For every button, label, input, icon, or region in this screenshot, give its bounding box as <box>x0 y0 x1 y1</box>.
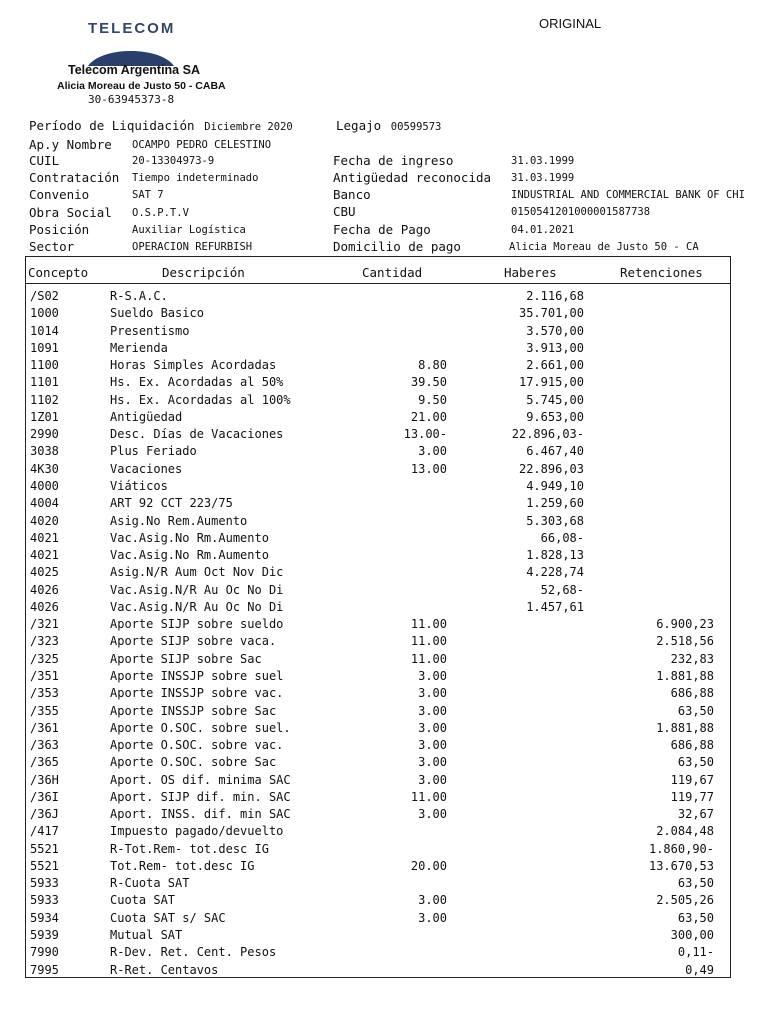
table-row <box>26 755 730 772</box>
row-haberes: 17.915,00 <box>518 375 584 390</box>
row-descripcion: Aporte INSSJP sobre vac. <box>110 686 284 701</box>
convenio-label: Convenio <box>29 187 90 202</box>
table-row <box>26 652 730 669</box>
row-descripcion: Tot.Rem- tot.desc IG <box>110 858 255 873</box>
row-retenciones: 119,67 <box>670 772 714 787</box>
header-retenciones: Retenciones <box>620 265 703 280</box>
row-haberes: 4.228,74 <box>526 565 584 580</box>
table-row <box>26 686 730 703</box>
row-cantidad: 3.00 <box>418 807 447 822</box>
table-row <box>26 738 730 755</box>
company-address: Alicia Moreau de Justo 50 - CABA <box>57 80 226 92</box>
row-descripcion: Antigüedad <box>110 409 183 424</box>
row-retenciones: 13.670,53 <box>648 858 714 873</box>
table-row <box>26 807 730 824</box>
row-descripcion: Aporte SIJP sobre sueldo <box>110 617 284 632</box>
table-row <box>26 876 730 893</box>
row-haberes: 1.259,60 <box>526 496 584 511</box>
row-cantidad: 3.00 <box>418 668 447 683</box>
table-row <box>26 531 730 548</box>
row-cantidad: 39.50 <box>410 375 447 390</box>
row-cantidad: 11.00 <box>410 651 447 666</box>
antiguedad-value: 31.03.1999 <box>511 172 575 184</box>
row-retenciones: 63,50 <box>677 703 714 718</box>
company-logo-text: TELECOM <box>88 20 176 37</box>
table-row <box>26 963 730 980</box>
table-row <box>26 911 730 928</box>
row-concepto: 1Z01 <box>30 409 59 424</box>
row-concepto: 1000 <box>30 306 59 321</box>
row-haberes: 1.828,13 <box>526 548 584 563</box>
row-descripcion: Aporte O.SOC. sobre vac. <box>110 738 284 752</box>
antiguedad-label: Antigüedad reconocida <box>333 170 492 185</box>
row-cantidad: 3.00 <box>418 910 447 925</box>
row-cantidad: 9.50 <box>418 392 447 407</box>
period-field <box>29 115 293 134</box>
row-concepto: /365 <box>30 755 59 770</box>
cuil-value: 20-13304973-9 <box>132 155 215 167</box>
table-row <box>26 427 730 444</box>
table-row <box>26 410 730 427</box>
row-cantidad: 11.00 <box>410 634 447 649</box>
row-concepto: 7995 <box>30 962 59 977</box>
row-haberes: 2.116,68 <box>526 289 584 303</box>
row-descripcion: R-S.A.C. <box>110 289 168 303</box>
name-label: Ap.y Nombre <box>29 137 112 152</box>
row-haberes: 22.896,03- <box>511 427 584 442</box>
row-concepto: 4026 <box>30 599 59 614</box>
fecha-ingreso-value: 31.03.1999 <box>511 155 575 167</box>
row-retenciones: 6.900,23 <box>656 617 714 632</box>
row-concepto: 1091 <box>30 340 59 355</box>
legajo-value: 00599573 <box>390 121 442 133</box>
fecha-pago-value: 04.01.2021 <box>511 224 575 236</box>
row-descripcion: Aport. SIJP dif. min. SAC <box>110 789 291 804</box>
row-concepto: 4K30 <box>30 461 59 476</box>
table-row <box>26 358 730 375</box>
row-haberes: 35.701,00 <box>518 306 584 321</box>
table-row <box>26 721 730 738</box>
table-header <box>26 257 730 284</box>
table-row <box>26 704 730 721</box>
table-row <box>26 945 730 962</box>
row-descripcion: Mutual SAT <box>110 928 183 942</box>
row-descripcion: Presentismo <box>110 323 190 338</box>
table-row <box>26 842 730 859</box>
row-retenciones: 2.505,26 <box>656 893 714 908</box>
posicion-label: Posición <box>29 222 90 237</box>
row-haberes: 5.745,00 <box>526 392 584 407</box>
cbu-value: 0150541201000001587738 <box>511 206 651 218</box>
row-descripcion: R-Cuota SAT <box>110 876 190 891</box>
row-retenciones: 686,88 <box>670 686 714 701</box>
row-cantidad: 20.00 <box>410 858 447 873</box>
row-retenciones: 63,50 <box>677 910 714 925</box>
row-descripcion: Vac.Asig.No Rm.Aumento <box>110 548 269 563</box>
row-retenciones: 119,77 <box>670 789 714 804</box>
company-cuit: 30-63945373-8 <box>88 93 175 106</box>
row-descripcion: Horas Simples Acordadas <box>110 358 277 373</box>
row-concepto: 3038 <box>30 444 59 459</box>
row-concepto: /417 <box>30 824 59 839</box>
row-descripcion: R-Tot.Rem- tot.desc IG <box>110 841 269 856</box>
concepts-table <box>25 256 731 978</box>
name-value: OCAMPO PEDRO CELESTINO <box>132 139 272 151</box>
header-cantidad: Cantidad <box>362 265 423 280</box>
table-row <box>26 444 730 461</box>
row-concepto: 7990 <box>30 945 59 960</box>
row-haberes: 4.949,10 <box>526 479 584 493</box>
table-row <box>26 565 730 582</box>
row-retenciones: 63,50 <box>677 876 714 891</box>
table-row <box>26 928 730 945</box>
row-concepto: 5521 <box>30 841 59 856</box>
row-descripcion: Aport. OS dif. minima SAC <box>110 772 291 787</box>
row-descripcion: Desc. Días de Vacaciones <box>110 427 284 442</box>
row-concepto: 5933 <box>30 876 59 891</box>
cuil-label: CUIL <box>29 153 60 168</box>
table-row <box>26 859 730 876</box>
row-descripcion: Aporte O.SOC. sobre suel. <box>110 720 291 735</box>
convenio-value: SAT 7 <box>132 189 164 201</box>
table-row <box>26 669 730 686</box>
row-concepto: /353 <box>30 686 59 701</box>
row-cantidad: 21.00 <box>410 409 447 424</box>
table-row <box>26 600 730 617</box>
row-descripcion: Sueldo Basico <box>110 306 204 321</box>
table-row <box>26 496 730 513</box>
row-concepto: 4004 <box>30 496 59 511</box>
row-cantidad: 3.00 <box>418 444 447 459</box>
row-retenciones: 0,49 <box>685 962 714 977</box>
row-concepto: 5933 <box>30 893 59 908</box>
row-concepto: 4026 <box>30 582 59 597</box>
table-row <box>26 393 730 410</box>
row-descripcion: Aport. INSS. dif. min SAC <box>110 807 291 822</box>
posicion-value: Auxiliar Logística <box>132 224 246 236</box>
table-row <box>26 583 730 600</box>
table-row <box>26 514 730 531</box>
row-retenciones: 1.860,90- <box>648 841 714 856</box>
cbu-label: CBU <box>333 204 356 219</box>
domicilio-pago-value: Alicia Moreau de Justo 50 - CA <box>509 241 699 253</box>
row-concepto: /321 <box>30 617 59 632</box>
row-haberes: 52,68- <box>540 582 584 597</box>
period-label: Período de Liquidación <box>29 118 195 133</box>
row-concepto: 4021 <box>30 548 59 563</box>
row-descripcion: Vac.Asig.N/R Au Oc No Di <box>110 582 284 597</box>
table-row <box>26 479 730 496</box>
row-concepto: /355 <box>30 703 59 718</box>
row-haberes: 3.570,00 <box>526 323 584 338</box>
row-concepto: /351 <box>30 668 59 683</box>
row-cantidad: 11.00 <box>410 789 447 804</box>
table-row <box>26 306 730 323</box>
row-descripcion: Cuota SAT s/ SAC <box>110 910 226 925</box>
row-cantidad: 13.00 <box>410 461 447 476</box>
legajo-field <box>336 115 441 134</box>
row-descripcion: Vac.Asig.N/R Au Oc No Di <box>110 599 284 614</box>
row-concepto: 2990 <box>30 427 59 442</box>
row-haberes: 5.303,68 <box>526 513 584 528</box>
row-descripcion: Aporte INSSJP sobre Sac <box>110 703 277 718</box>
row-concepto: 1101 <box>30 375 59 390</box>
row-descripcion: Aporte SIJP sobre vaca. <box>110 634 277 649</box>
header-haberes: Haberes <box>504 265 557 280</box>
row-descripcion: Vacaciones <box>110 461 183 476</box>
row-descripcion: Hs. Ex. Acordadas al 100% <box>110 392 291 407</box>
row-cantidad: 3.00 <box>418 686 447 701</box>
row-concepto: /325 <box>30 651 59 666</box>
table-row <box>26 462 730 479</box>
row-concepto: 5939 <box>30 928 59 942</box>
row-descripcion: Asig.N/R Aum Oct Nov Dic <box>110 565 284 580</box>
row-concepto: 1102 <box>30 392 59 407</box>
row-descripcion: Aporte SIJP sobre Sac <box>110 651 262 666</box>
row-descripcion: Cuota SAT <box>110 893 176 908</box>
domicilio-pago-label: Domicilio de pago <box>333 239 461 254</box>
table-row <box>26 634 730 651</box>
row-haberes: 1.457,61 <box>526 599 584 614</box>
table-row <box>26 289 730 306</box>
row-retenciones: 0,11- <box>677 945 714 960</box>
row-concepto: 1014 <box>30 323 59 338</box>
sector-value: OPERACION REFURBISH <box>132 241 253 253</box>
table-row <box>26 548 730 565</box>
fecha-pago-label: Fecha de Pago <box>333 222 431 237</box>
table-row <box>26 773 730 790</box>
row-retenciones: 1.881,88 <box>656 720 714 735</box>
header-concepto: Concepto <box>28 265 89 280</box>
company-name: Telecom Argentina SA <box>68 63 200 77</box>
table-row <box>26 617 730 634</box>
row-descripcion: Merienda <box>110 340 168 355</box>
row-cantidad: 3.00 <box>418 772 447 787</box>
row-descripcion: Hs. Ex. Acordadas al 50% <box>110 375 284 390</box>
row-descripcion: Viáticos <box>110 479 168 493</box>
row-haberes: 3.913,00 <box>526 340 584 355</box>
banco-label: Banco <box>333 187 371 202</box>
table-row <box>26 790 730 807</box>
banco-value: INDUSTRIAL AND COMMERCIAL BANK OF CHI <box>511 189 745 201</box>
table-row <box>26 824 730 841</box>
row-descripcion: Impuesto pagado/devuelto <box>110 824 284 839</box>
row-concepto: 4025 <box>30 565 59 580</box>
row-cantidad: 3.00 <box>418 893 447 908</box>
contratacion-value: Tiempo indeterminado <box>132 172 259 184</box>
row-descripcion: ART 92 CCT 223/75 <box>110 496 233 511</box>
row-descripcion: Plus Feriado <box>110 444 197 459</box>
row-cantidad: 3.00 <box>418 720 447 735</box>
copy-type-label: ORIGINAL <box>539 16 602 31</box>
obra-social-value: O.S.P.T.V <box>132 207 189 219</box>
row-cantidad: 13.00- <box>403 427 447 442</box>
row-retenciones: 232,83 <box>670 651 714 666</box>
row-cantidad: 11.00 <box>410 617 447 632</box>
row-retenciones: 2.084,48 <box>656 824 714 839</box>
row-haberes: 66,08- <box>540 530 584 545</box>
contratacion-label: Contratación <box>29 170 120 185</box>
row-retenciones: 63,50 <box>677 755 714 770</box>
row-descripcion: Vac.Asig.No Rm.Aumento <box>110 530 269 545</box>
row-concepto: /36H <box>30 772 59 787</box>
legajo-label: Legajo <box>336 118 382 133</box>
row-cantidad: 3.00 <box>418 755 447 770</box>
row-retenciones: 1.881,88 <box>656 668 714 683</box>
row-haberes: 6.467,40 <box>526 444 584 459</box>
row-haberes: 22.896,03 <box>518 461 584 476</box>
row-concepto: 4000 <box>30 479 59 493</box>
row-cantidad: 3.00 <box>418 738 447 752</box>
row-concepto: /S02 <box>30 289 59 303</box>
table-row <box>26 375 730 392</box>
row-descripcion: R-Dev. Ret. Cent. Pesos <box>110 945 277 960</box>
row-haberes: 2.661,00 <box>526 358 584 373</box>
row-cantidad: 3.00 <box>418 703 447 718</box>
row-concepto: /323 <box>30 634 59 649</box>
row-concepto: /36I <box>30 789 59 804</box>
row-descripcion: Aporte O.SOC. sobre Sac <box>110 755 277 770</box>
table-row <box>26 341 730 358</box>
period-value: Diciembre 2020 <box>204 121 293 133</box>
row-descripcion: Aporte INSSJP sobre suel <box>110 668 284 683</box>
row-concepto: 1100 <box>30 358 59 373</box>
table-row <box>26 893 730 910</box>
row-concepto: 5934 <box>30 910 59 925</box>
row-retenciones: 686,88 <box>670 738 714 752</box>
row-concepto: /363 <box>30 738 59 752</box>
row-concepto: 4020 <box>30 513 59 528</box>
header-descripcion: Descripción <box>162 265 245 280</box>
row-concepto: 5521 <box>30 858 59 873</box>
row-descripcion: Asig.No Rem.Aumento <box>110 513 248 528</box>
row-retenciones: 300,00 <box>670 928 714 942</box>
table-row <box>26 324 730 341</box>
row-retenciones: 32,67 <box>677 807 714 822</box>
obra-social-label: Obra Social <box>29 205 112 220</box>
row-cantidad: 8.80 <box>418 358 447 373</box>
row-descripcion: R-Ret. Centavos <box>110 962 219 977</box>
row-retenciones: 2.518,56 <box>656 634 714 649</box>
fecha-ingreso-label: Fecha de ingreso <box>333 153 454 168</box>
row-concepto: 4021 <box>30 530 59 545</box>
row-concepto: /361 <box>30 720 59 735</box>
sector-label: Sector <box>29 239 75 254</box>
row-concepto: /36J <box>30 807 59 822</box>
row-haberes: 9.653,00 <box>526 409 584 424</box>
